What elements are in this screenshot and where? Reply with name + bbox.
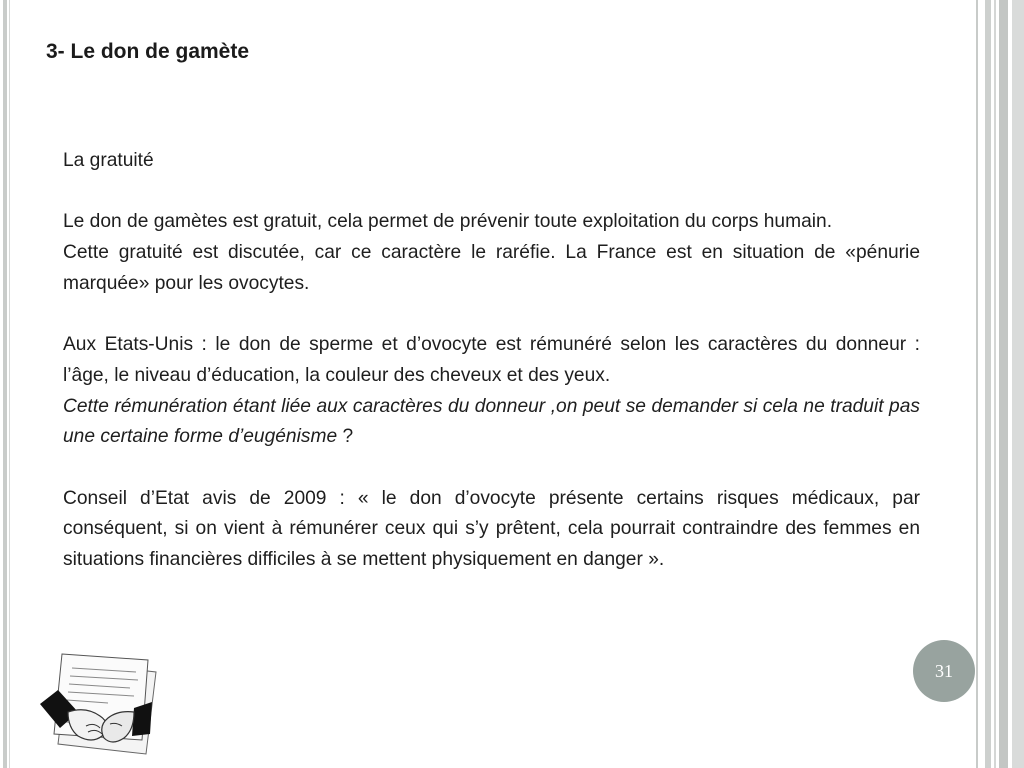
paragraph-eugenisme [63, 392, 920, 453]
paragraph-etats-unis: Aux Etats-Unis : le don de sperme et d’ovocyte est rémunéré selon les caractères du donneur : l’âge, le niveau d’éducation, la couleur des cheveux et des yeux. [63, 334, 920, 386]
handshake-contract-icon [38, 650, 162, 760]
page-number-badge: 31 [913, 640, 975, 702]
right-border-stripe [976, 0, 978, 768]
left-border-line [9, 0, 10, 768]
right-border-stripe [994, 0, 996, 768]
section-heading: La gratuité [63, 150, 154, 171]
right-border-stripe [985, 0, 991, 768]
slide-title: 3- Le don de gamète [46, 40, 250, 63]
right-border-stripe [1012, 0, 1024, 768]
paragraph-conseil-etat: Conseil d’Etat avis de 2009 : « le don d’ovocyte présente certains risques médicaux, par conséquent, si on vient à rémunérer ceux qui s’y prêtent, cela pourrait contraindre des femmes en situations financières difficiles à se mettent physiquement en danger ». [63, 487, 920, 571]
paragraph-gratuit: Le don de gamètes est gratuit, cela permet de prévenir toute exploitation du corps humain. [63, 211, 833, 233]
slide-body [63, 146, 920, 576]
italic-question: Cette rémunération étant liée aux caractères du donneur ,on peut se demander si cela ne traduit pas une certaine forme d’eugénisme [63, 395, 920, 448]
paragraph-discutee: Cette gratuité est discutée, car ce caractère le raréfie. La France est en situation de «pénurie marquée» pour les ovocytes. [63, 242, 920, 294]
question-mark: ? [337, 426, 354, 448]
right-border-stripe [999, 0, 1008, 768]
left-border [3, 0, 7, 768]
